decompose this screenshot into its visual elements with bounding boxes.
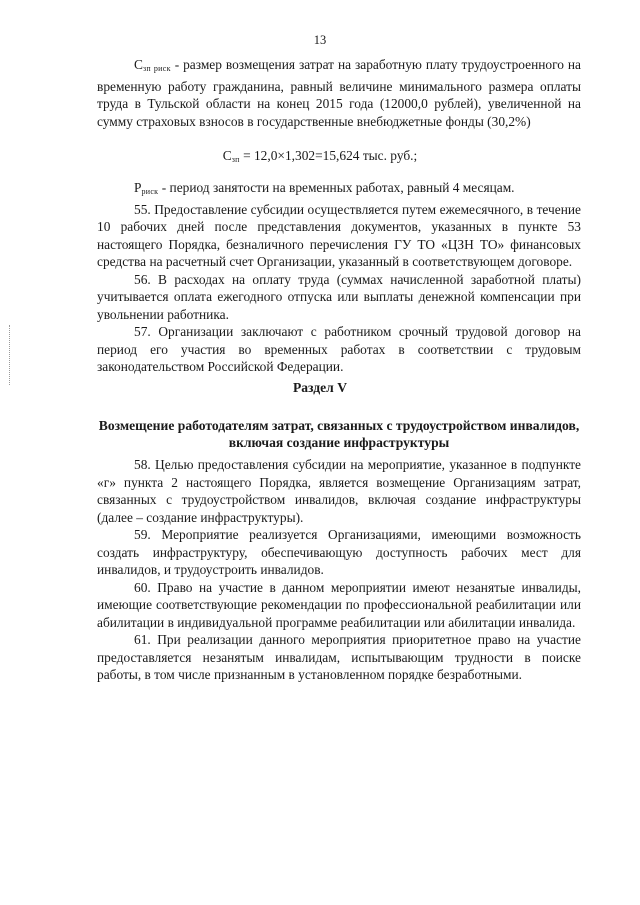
formula: [0, 148, 640, 164]
risk-definition: [97, 179, 581, 201]
formula-symbol-subscript: зп: [231, 155, 240, 164]
risk-symbol: Р: [134, 180, 142, 195]
paragraph-61: 61. При реализации данного мероприятия приоритетное право на участие предоставляется незанятым инвалидам, испытывающим трудности в поиске работы, в том числе признанным в установленном порядке безработными.: [97, 632, 581, 682]
section-heading: Возмещение работодателям затрат, связанных с трудоустройством инвалидов, включая создание инфраструктуры: [98, 418, 580, 450]
paragraph-57: 57. Организации заключают с работником срочный трудовой договор на период его участия во временных работах в соответствии с трудовым законодательством Российской Федерации.: [97, 324, 581, 374]
intro-symbol: С: [134, 57, 143, 72]
scan-margin-mark: [9, 325, 11, 385]
paragraphs-block-a: [97, 179, 581, 376]
intro-definition: [97, 56, 581, 130]
paragraphs-block-b: [97, 456, 581, 684]
intro-block: [97, 56, 581, 130]
intro-symbol-subscript: зп риск: [142, 64, 171, 73]
paragraph-55: 55. Предоставление субсидии осуществляется путем ежемесячного, в течение 10 рабочих дней после представления документов, указанных в пункте 53 настоящего Порядка, безналичного перечисления ГУ ТО «ЦЗН ТО» финансовых средства на расчетный счет Организации, указанный в соответствующем договоре.: [97, 201, 581, 269]
paragraph-60: 60. Право на участие в данном мероприятии имеют незанятые инвалиды, имеющие соответствующие рекомендации по профессиональной реабилитации или абилитации в индивидуальной программе реабилитации или абилитации инвалида.: [97, 579, 581, 630]
paragraph-56: 56. В расходах на оплату труда (суммах начисленной заработной платы) учитывается оплата ежегодного отпуска или выплаты денежной компенсации при увольнении работника.: [97, 271, 581, 322]
intro-text: - размер возмещения затрат на заработную плату трудоустроенного на временную работу гражданина, равный величине минимального размера оплаты труда в Тульской области на конец 2015 года (12000,0 рублей), увеличенной на сумму страховых взносов в государственные внебюджетные фонды (30,2%): [97, 57, 582, 129]
page-number: 13: [313, 33, 327, 47]
paragraph-59: 59. Мероприятие реализуется Организациями, имеющими возможность создать инфраструктуру, обеспечивающую доступность рабочих мест для инвалидов, и трудоустроить инвалидов.: [97, 527, 581, 577]
risk-symbol-subscript: риск: [141, 187, 159, 196]
formula-symbol: С: [222, 148, 232, 163]
formula-expression: = 12,0×1,302=15,624 тыс. руб.;: [239, 148, 418, 163]
paragraph-58: 58. Целью предоставления субсидии на мероприятие, указанное в подпункте «г» пункта 2 настоящего Порядка, является возмещение Организациям затрат, связанных с трудоустройством инвалидов, включая создание инфраструктуры (далее – создание инфраструктуры).: [97, 457, 581, 525]
risk-text: - период занятости на временных работах, равный 4 месяцам.: [158, 180, 515, 195]
section-label: Раздел V: [292, 380, 348, 395]
